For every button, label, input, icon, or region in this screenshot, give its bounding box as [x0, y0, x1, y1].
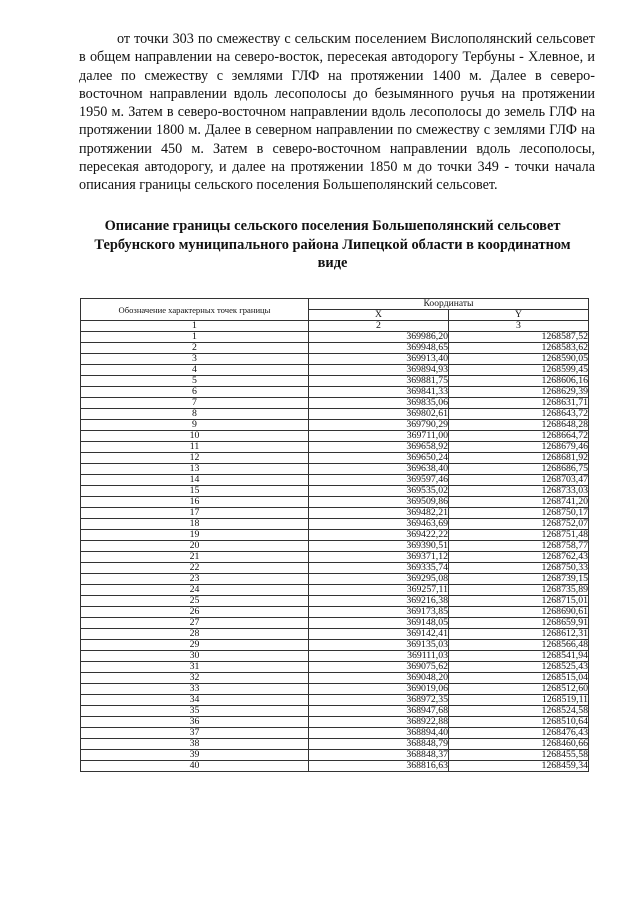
table-row [81, 761, 589, 772]
y-coordinate: 1268735,89 [449, 585, 589, 596]
table-row [81, 387, 589, 398]
y-coordinate: 1268476,43 [449, 728, 589, 739]
table-row [81, 640, 589, 651]
point-number: 14 [81, 475, 309, 486]
y-coordinate: 1268681,92 [449, 453, 589, 464]
y-coordinate: 1268758,77 [449, 541, 589, 552]
y-header: Y [449, 310, 589, 321]
y-coordinate: 1268733,03 [449, 486, 589, 497]
y-coordinate: 1268524,58 [449, 706, 589, 717]
x-coordinate: 368894,40 [309, 728, 449, 739]
y-coordinate: 1268512,60 [449, 684, 589, 695]
point-number: 8 [81, 409, 309, 420]
y-coordinate: 1268566,48 [449, 640, 589, 651]
point-number: 26 [81, 607, 309, 618]
y-coordinate: 1268648,28 [449, 420, 589, 431]
x-coordinate: 369711,00 [309, 431, 449, 442]
boundary-description-paragraph: от точки 303 по смежеству с сельским поселением Вислополянский сельсовет в общем направлении на северо-восток, пересекая автодорогу Тербуны - Хлевное, и далее по смежеству с землями ГЛФ на протяжении 1400 м. Далее в северо-восточном направлении вдоль лесополосы до безымянного ручья на протяжении 1950 м. Затем в северо-восточном направлении вдоль лесополосы до земель ГЛФ на протяжении 1800 м. Далее в северном направлении по смежеству с землями ГЛФ на протяжении 450 м. Затем в северо-восточном направлении вдоль лесополосы, пересекая автодорогу, и далее на протяжении 1850 м до точки 349 - точки начала описания границы сельского поселения Большеполянский сельсовет. [79, 31, 595, 194]
x-coordinate: 369482,21 [309, 508, 449, 519]
point-number: 12 [81, 453, 309, 464]
section-heading [60, 217, 605, 273]
point-number: 10 [81, 431, 309, 442]
point-number: 1 [81, 332, 309, 343]
column-index-2: 2 [309, 321, 449, 332]
x-coordinate: 369173,85 [309, 607, 449, 618]
table-row [81, 563, 589, 574]
table-row [81, 530, 589, 541]
y-coordinate: 1268762,43 [449, 552, 589, 563]
point-number: 16 [81, 497, 309, 508]
column-index-row [81, 321, 589, 332]
x-header: X [309, 310, 449, 321]
point-number: 40 [81, 761, 309, 772]
y-coordinate: 1268455,58 [449, 750, 589, 761]
table-row [81, 464, 589, 475]
point-number: 23 [81, 574, 309, 585]
x-coordinate: 369142,41 [309, 629, 449, 640]
point-number: 4 [81, 365, 309, 376]
table-row [81, 739, 589, 750]
point-number: 36 [81, 717, 309, 728]
x-coordinate: 368947,68 [309, 706, 449, 717]
x-coordinate: 369802,61 [309, 409, 449, 420]
x-coordinate: 369075,62 [309, 662, 449, 673]
y-coordinate: 1268739,15 [449, 574, 589, 585]
coordinates-header: Координаты [309, 299, 589, 310]
y-coordinate: 1268519,11 [449, 695, 589, 706]
column-index-3: 3 [449, 321, 589, 332]
y-coordinate: 1268741,20 [449, 497, 589, 508]
table-row [81, 618, 589, 629]
x-coordinate: 369371,12 [309, 552, 449, 563]
table-row [81, 695, 589, 706]
heading-line-2: Тербунского муниципального района Липецкой области в координатном [94, 236, 571, 253]
y-coordinate: 1268631,71 [449, 398, 589, 409]
point-number: 24 [81, 585, 309, 596]
table-row [81, 365, 589, 376]
table-row [81, 475, 589, 486]
y-coordinate: 1268679,46 [449, 442, 589, 453]
x-coordinate: 369216,38 [309, 596, 449, 607]
y-coordinate: 1268460,66 [449, 739, 589, 750]
y-coordinate: 1268686,75 [449, 464, 589, 475]
heading-line-1: Описание границы сельского поселения Большеполянский сельсовет [104, 218, 561, 234]
x-coordinate: 369257,11 [309, 585, 449, 596]
point-number: 37 [81, 728, 309, 739]
point-number: 32 [81, 673, 309, 684]
x-coordinate: 369841,33 [309, 387, 449, 398]
x-coordinate: 369148,05 [309, 618, 449, 629]
x-coordinate: 369111,03 [309, 651, 449, 662]
point-number: 5 [81, 376, 309, 387]
point-number: 9 [81, 420, 309, 431]
y-coordinate: 1268612,31 [449, 629, 589, 640]
table-row [81, 486, 589, 497]
y-coordinate: 1268459,34 [449, 761, 589, 772]
table-row [81, 442, 589, 453]
point-number: 13 [81, 464, 309, 475]
table-row [81, 596, 589, 607]
x-coordinate: 369658,92 [309, 442, 449, 453]
point-number: 39 [81, 750, 309, 761]
x-coordinate: 369463,69 [309, 519, 449, 530]
point-number: 35 [81, 706, 309, 717]
x-coordinate: 369048,20 [309, 673, 449, 684]
point-number: 7 [81, 398, 309, 409]
x-coordinate: 369335,74 [309, 563, 449, 574]
table-row [81, 662, 589, 673]
table-row [81, 431, 589, 442]
x-coordinate: 369835,06 [309, 398, 449, 409]
y-coordinate: 1268606,16 [449, 376, 589, 387]
point-number: 21 [81, 552, 309, 563]
x-coordinate: 369135,03 [309, 640, 449, 651]
table-row [81, 420, 589, 431]
point-number: 29 [81, 640, 309, 651]
x-coordinate: 369422,22 [309, 530, 449, 541]
y-coordinate: 1268510,64 [449, 717, 589, 728]
y-coordinate: 1268515,04 [449, 673, 589, 684]
point-number: 31 [81, 662, 309, 673]
table-row [81, 673, 589, 684]
x-coordinate: 369790,29 [309, 420, 449, 431]
y-coordinate: 1268599,45 [449, 365, 589, 376]
x-coordinate: 368816,63 [309, 761, 449, 772]
table-row [81, 706, 589, 717]
y-coordinate: 1268590,05 [449, 354, 589, 365]
x-coordinate: 369597,46 [309, 475, 449, 486]
point-number: 34 [81, 695, 309, 706]
x-coordinate: 369295,08 [309, 574, 449, 585]
point-number: 30 [81, 651, 309, 662]
y-coordinate: 1268750,33 [449, 563, 589, 574]
y-coordinate: 1268525,43 [449, 662, 589, 673]
table-row [81, 728, 589, 739]
x-coordinate: 369509,86 [309, 497, 449, 508]
point-number: 3 [81, 354, 309, 365]
table-row [81, 585, 589, 596]
table-row [81, 750, 589, 761]
table-row [81, 607, 589, 618]
point-number: 19 [81, 530, 309, 541]
point-number: 22 [81, 563, 309, 574]
coordinates-table [80, 298, 589, 772]
table-row [81, 717, 589, 728]
point-number: 11 [81, 442, 309, 453]
x-coordinate: 369650,24 [309, 453, 449, 464]
x-coordinate: 369894,93 [309, 365, 449, 376]
table-row [81, 332, 589, 343]
point-number: 28 [81, 629, 309, 640]
table-row [81, 651, 589, 662]
table-row [81, 453, 589, 464]
x-coordinate: 369986,20 [309, 332, 449, 343]
y-coordinate: 1268752,07 [449, 519, 589, 530]
point-number: 27 [81, 618, 309, 629]
table-row [81, 376, 589, 387]
y-coordinate: 1268629,39 [449, 387, 589, 398]
table-row [81, 574, 589, 585]
table-row [81, 508, 589, 519]
point-designation-header: Обозначение характерных точек границы [81, 299, 309, 321]
y-coordinate: 1268751,48 [449, 530, 589, 541]
point-number: 25 [81, 596, 309, 607]
point-number: 33 [81, 684, 309, 695]
coordinates-table-body [81, 332, 589, 772]
table-row [81, 398, 589, 409]
x-coordinate: 369948,65 [309, 343, 449, 354]
x-coordinate: 369019,06 [309, 684, 449, 695]
table-row [81, 552, 589, 563]
y-coordinate: 1268587,52 [449, 332, 589, 343]
x-coordinate: 369638,40 [309, 464, 449, 475]
point-number: 20 [81, 541, 309, 552]
y-coordinate: 1268715,01 [449, 596, 589, 607]
x-coordinate: 369390,51 [309, 541, 449, 552]
x-coordinate: 368922,88 [309, 717, 449, 728]
point-number: 38 [81, 739, 309, 750]
y-coordinate: 1268690,61 [449, 607, 589, 618]
table-row [81, 541, 589, 552]
table-row [81, 629, 589, 640]
y-coordinate: 1268643,72 [449, 409, 589, 420]
table-row [81, 343, 589, 354]
x-coordinate: 368848,37 [309, 750, 449, 761]
y-coordinate: 1268703,47 [449, 475, 589, 486]
table-row [81, 409, 589, 420]
point-number: 15 [81, 486, 309, 497]
y-coordinate: 1268664,72 [449, 431, 589, 442]
x-coordinate: 368848,79 [309, 739, 449, 750]
x-coordinate: 369881,75 [309, 376, 449, 387]
point-number: 18 [81, 519, 309, 530]
point-number: 6 [81, 387, 309, 398]
table-row [81, 684, 589, 695]
point-number: 2 [81, 343, 309, 354]
y-coordinate: 1268659,91 [449, 618, 589, 629]
column-index-1: 1 [81, 321, 309, 332]
y-coordinate: 1268541,94 [449, 651, 589, 662]
x-coordinate: 368972,35 [309, 695, 449, 706]
heading-line-3: виде [317, 255, 348, 272]
y-coordinate: 1268750,17 [449, 508, 589, 519]
table-row [81, 354, 589, 365]
x-coordinate: 369535,02 [309, 486, 449, 497]
table-row [81, 497, 589, 508]
y-coordinate: 1268583,62 [449, 343, 589, 354]
x-coordinate: 369913,40 [309, 354, 449, 365]
table-row [81, 519, 589, 530]
point-number: 17 [81, 508, 309, 519]
